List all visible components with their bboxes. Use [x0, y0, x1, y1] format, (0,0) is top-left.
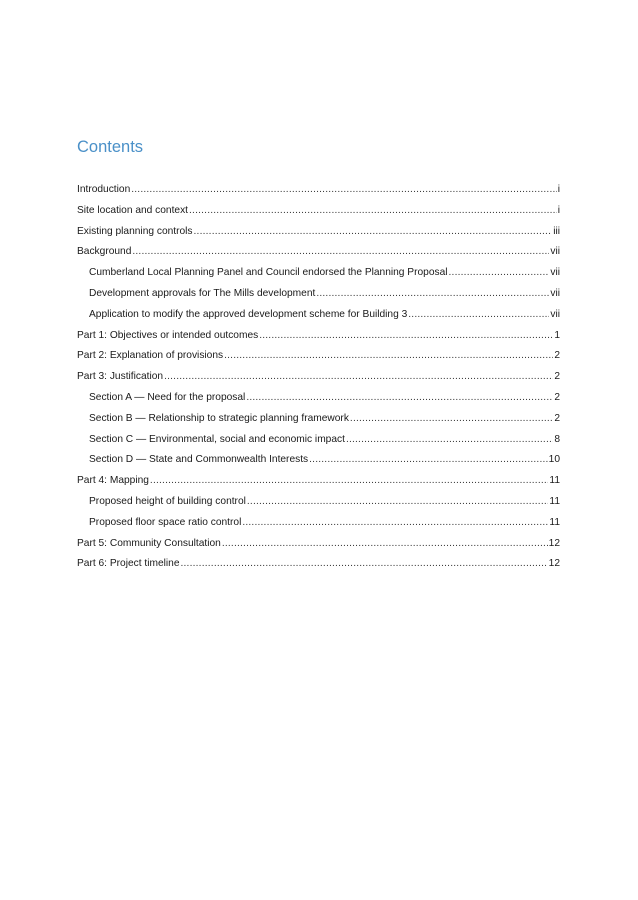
toc-subentry[interactable]	[77, 450, 560, 471]
toc-subentry[interactable]	[77, 305, 560, 326]
toc-page-number: vii	[550, 308, 560, 320]
toc-dot-leader	[222, 534, 548, 555]
toc-page-number: 11	[549, 475, 560, 487]
toc-entry-title: Section C — Environmental, social and economic impact	[89, 433, 345, 445]
toc-dot-leader	[316, 284, 549, 305]
toc-dot-leader	[246, 388, 553, 409]
toc-entry[interactable]	[77, 326, 560, 347]
toc-subentry[interactable]	[77, 513, 560, 534]
toc-dot-leader	[346, 430, 553, 451]
toc-entry[interactable]	[77, 180, 560, 201]
toc-entry-title: Section A — Need for the proposal	[89, 391, 246, 403]
toc-dot-leader	[132, 242, 549, 263]
toc-dot-leader	[242, 513, 548, 534]
toc-subentry[interactable]	[77, 284, 560, 305]
toc-dot-leader	[350, 409, 553, 430]
toc-page-number: i	[557, 204, 560, 216]
toc-entry-title: Introduction	[77, 184, 131, 195]
toc-page-number: 1	[554, 329, 560, 341]
toc-dot-leader	[150, 471, 549, 492]
toc-page-number: vii	[550, 287, 560, 299]
toc-subentry[interactable]	[77, 388, 560, 409]
toc-subentry[interactable]	[77, 430, 560, 451]
toc-subentry[interactable]	[77, 409, 560, 430]
toc-page-number: 12	[548, 558, 560, 570]
toc-entry[interactable]	[77, 346, 560, 367]
toc-dot-leader	[309, 450, 548, 471]
toc-entry-title: Part 6: Project timeline	[77, 558, 180, 570]
toc-page-number: 2	[554, 391, 560, 403]
toc-entry-title: Part 3: Justification	[77, 371, 164, 383]
toc-entry-title: Site location and context	[77, 204, 189, 216]
toc-page-number: 2	[554, 412, 560, 424]
toc-entry[interactable]	[77, 367, 560, 388]
toc-dot-leader	[194, 222, 553, 243]
toc-entry-title: Section D — State and Commonwealth Interests	[89, 454, 309, 466]
toc-subentry[interactable]	[77, 492, 560, 513]
toc-page-number: vii	[550, 246, 560, 258]
toc-dot-leader	[408, 305, 549, 326]
toc-dot-leader	[180, 554, 547, 575]
toc-entry-title: Part 2: Explanation of provisions	[77, 350, 224, 362]
toc-page-number: 11	[549, 516, 560, 528]
toc-entry[interactable]	[77, 222, 560, 243]
toc-page-number: i	[557, 184, 560, 195]
toc-dot-leader	[224, 346, 553, 367]
toc-entry[interactable]	[77, 471, 560, 492]
toc-dot-leader	[259, 326, 553, 347]
toc-page-number: 2	[554, 371, 560, 383]
toc-entry-title: Part 5: Community Consultation	[77, 537, 221, 549]
toc-page-number: 10	[548, 454, 560, 466]
toc-entry[interactable]	[77, 242, 560, 263]
toc-entry[interactable]	[77, 554, 560, 575]
toc-page-number: 2	[554, 350, 560, 362]
toc-entry-title: Existing planning controls	[77, 225, 193, 237]
toc-dot-leader	[131, 180, 556, 201]
toc-page-number: iii	[553, 225, 560, 237]
toc-dot-leader	[449, 263, 550, 284]
toc-dot-leader	[189, 201, 557, 222]
toc-dot-leader	[247, 492, 549, 513]
toc-subentry[interactable]	[77, 263, 560, 284]
toc-entry-title: Section B — Relationship to strategic planning framework	[89, 412, 349, 424]
contents-heading: Contents	[77, 138, 144, 156]
toc-page-number: 8	[554, 433, 560, 445]
toc-entry[interactable]	[77, 201, 560, 222]
toc-entry-title: Part 4: Mapping	[77, 475, 149, 487]
toc-entry[interactable]	[77, 534, 560, 555]
table-of-contents	[77, 180, 560, 575]
toc-entry-title: Proposed floor space ratio control	[89, 516, 242, 528]
toc-entry-title: Cumberland Local Planning Panel and Council endorsed the Planning Proposal	[89, 267, 448, 279]
toc-entry-title: Background	[77, 246, 132, 258]
toc-dot-leader	[164, 367, 553, 388]
toc-entry-title: Proposed height of building control	[89, 495, 246, 507]
toc-page-number: vii	[550, 267, 560, 279]
toc-page-number: 11	[549, 495, 560, 507]
toc-entry-title: Part 1: Objectives or intended outcomes	[77, 329, 259, 341]
toc-entry-title: Application to modify the approved development scheme for Building 3	[89, 308, 408, 320]
toc-entry-title: Development approvals for The Mills development	[89, 287, 316, 299]
toc-page-number: 12	[548, 537, 560, 549]
